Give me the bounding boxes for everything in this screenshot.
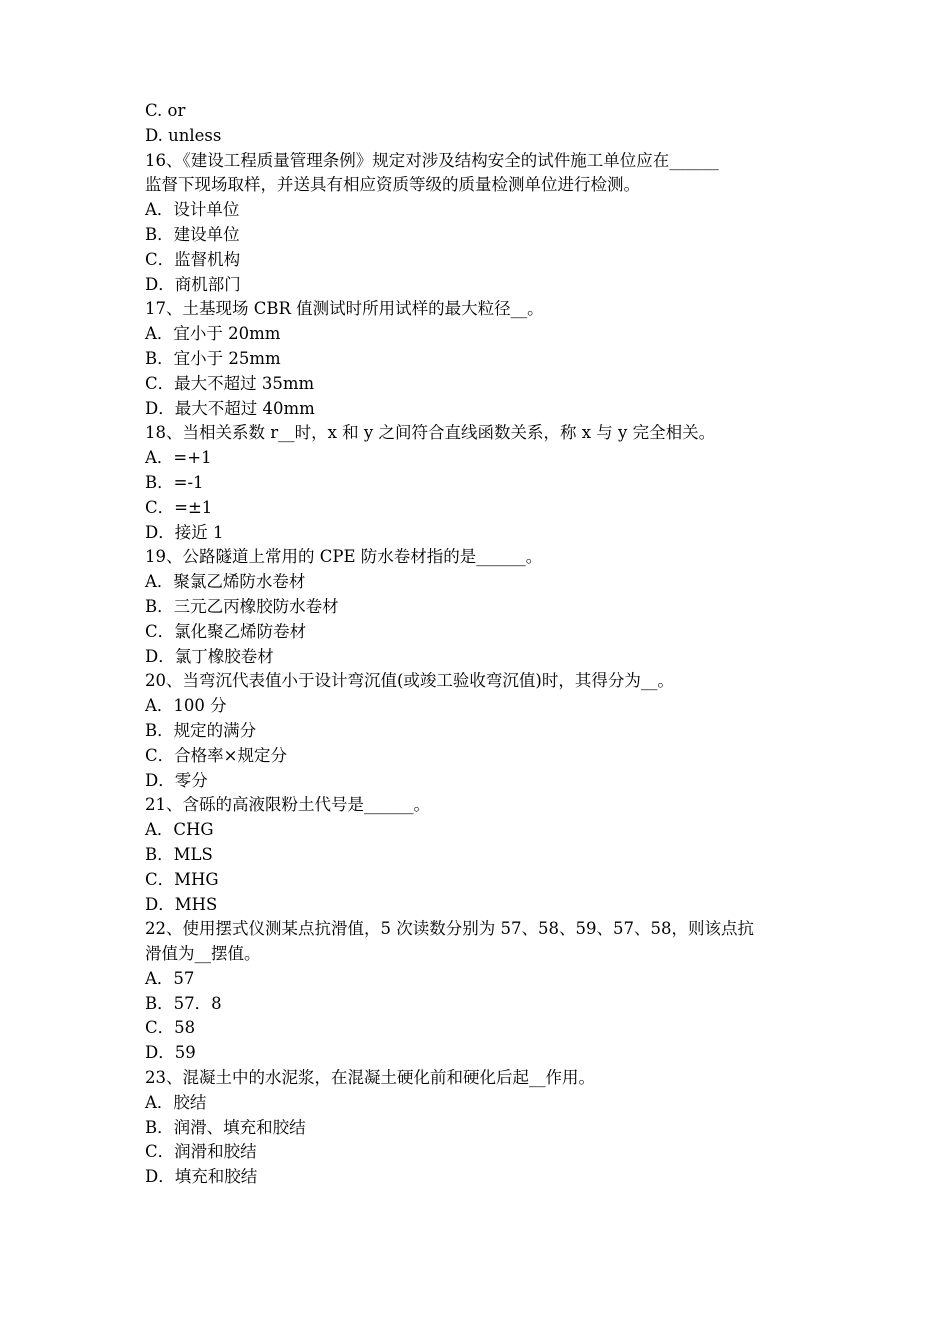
option-line: D．最大不超过 40mm (145, 398, 315, 418)
option-line: A．设计单位 (145, 200, 240, 220)
option-line: A．=+1 (145, 448, 212, 468)
option-line: B．=-1 (145, 472, 204, 492)
option-line: B．三元乙丙橡胶防水卷材 (145, 596, 339, 616)
option-line: D．59 (145, 1043, 196, 1063)
option-line: A．聚氯乙烯防水卷材 (145, 572, 306, 592)
question-line: 19、公路隧道上常用的 CPE 防水卷材指的是______。 (145, 547, 543, 567)
option-line: D．商机部门 (145, 274, 241, 294)
option-line: D．填充和胶结 (145, 1167, 258, 1187)
option-line: A．CHG (145, 820, 214, 840)
option-line: D．接近 1 (145, 522, 224, 542)
question-line: 18、当相关系数 r__时，x 和 y 之间符合直线函数关系，称 x 与 y 完全相关。 (145, 423, 716, 443)
option-line: C．合格率×规定分 (145, 745, 287, 765)
option-line: B．宜小于 25mm (145, 348, 281, 368)
question-line: 22、使用摆式仪测某点抗滑值，5 次读数分别为 57、58、59、57、58，则该点抗 (145, 919, 754, 939)
option-line: A．宜小于 20mm (145, 324, 281, 344)
option-line: D．氯丁橡胶卷材 (145, 646, 274, 666)
option-line: A．胶结 (145, 1092, 207, 1112)
option-line: C．MHG (145, 869, 219, 889)
option-line: D. unless (145, 125, 222, 145)
question-line: 21、含砾的高液限粉土代号是______。 (145, 795, 430, 815)
question-line: 滑值为__摆值。 (145, 944, 261, 964)
option-line: A．100 分 (145, 696, 227, 716)
option-line: C．润滑和胶结 (145, 1142, 257, 1162)
option-line: C. or (145, 101, 186, 120)
option-line: B．规定的满分 (145, 720, 257, 740)
question-line: 23、混凝土中的水泥浆，在混凝土硬化前和硬化后起__作用。 (145, 1068, 595, 1088)
option-line: B．57．8 (145, 993, 222, 1013)
option-line: C．氯化聚乙烯防卷材 (145, 621, 307, 641)
option-line: C．最大不超过 35mm (145, 373, 315, 393)
document-page (145, 99, 815, 1190)
option-line: C．监督机构 (145, 249, 241, 269)
option-line: A．57 (145, 968, 195, 988)
question-line: 监督下现场取样，并送具有相应资质等级的质量检测单位进行检测。 (145, 175, 640, 195)
question-line: 20、当弯沉代表值小于设计弯沉值(或竣工验收弯沉值)时，其得分为__。 (145, 671, 674, 691)
option-line: B．建设单位 (145, 224, 240, 244)
question-line: 16、《建设工程质量管理条例》规定对涉及结构安全的试件施工单位应在______ (145, 150, 719, 170)
option-line: C．=±1 (145, 497, 213, 517)
option-line: D．MHS (145, 894, 218, 914)
question-line: 17、土基现场 CBR 值测试时所用试样的最大粒径__。 (145, 299, 544, 319)
option-line: D．零分 (145, 770, 208, 790)
option-line: B．MLS (145, 844, 213, 864)
option-line: C．58 (145, 1018, 196, 1038)
option-line: B．润滑、填充和胶结 (145, 1117, 306, 1137)
